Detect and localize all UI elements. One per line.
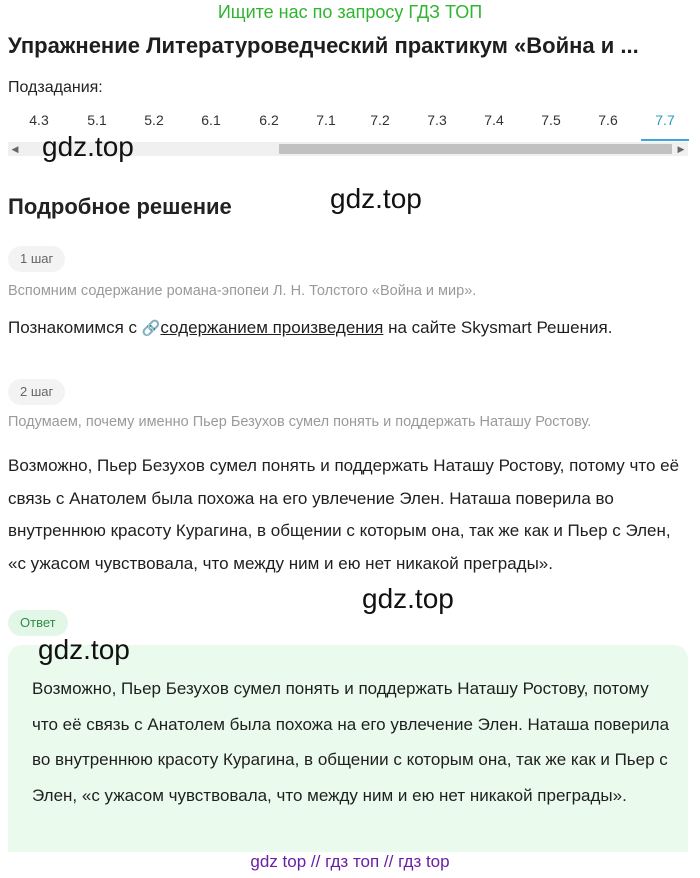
answer-badge: Ответ <box>8 610 68 636</box>
tab-5-2[interactable]: 5.2 <box>144 112 164 128</box>
section-heading: Подробное решение <box>8 194 232 219</box>
active-tab-indicator <box>641 139 689 141</box>
tab-6-1[interactable]: 6.1 <box>201 112 221 128</box>
subtasks-label: Подзадания: <box>8 79 103 96</box>
tab-5-1[interactable]: 5.1 <box>87 112 107 128</box>
step-1-text-after: на сайте Skysmart Решения. <box>383 318 613 337</box>
tab-7-3[interactable]: 7.3 <box>427 112 447 128</box>
tab-7-2[interactable]: 7.2 <box>370 112 390 128</box>
tab-7-6[interactable]: 7.6 <box>598 112 618 128</box>
watermark: gdz.top <box>362 583 454 614</box>
promo-banner[interactable]: Ищите нас по запросу ГДЗ ТОП <box>217 2 483 22</box>
content-link[interactable]: содержанием произведения <box>160 318 384 337</box>
step-2-text: Возможно, Пьер Безухов сумел понять и поддержать Наташу Ростову, потому что её связь с Анатолем была похожа на его увлечение Элен. Наташа поверила во внутреннюю красоту Курагина, в общении с которым она, так же как и Пьер с Элен, «с ужасом чувствовала, что между ним и ею нет никакой преграды». <box>8 456 680 573</box>
step-1-text-before: Познакомимся с <box>8 318 142 337</box>
watermark: gdz.top <box>42 131 134 162</box>
step-2-badge: 2 шаг <box>8 379 65 405</box>
scroll-thumb[interactable] <box>279 144 672 154</box>
step-1-badge: 1 шаг <box>8 246 65 272</box>
step-1-hint: Вспомним содержание романа-эпопеи Л. Н. Толстого «Война и мир». <box>8 283 477 299</box>
scroll-left-icon[interactable]: ◀ <box>11 144 19 154</box>
footer-links[interactable]: gdz top // гдз топ // гдз top <box>250 852 450 871</box>
page-title: Упражнение Литературоведческий практикум «Война и ... <box>8 33 639 58</box>
tab-7-4[interactable]: 7.4 <box>484 112 504 128</box>
watermark: gdz.top <box>38 634 130 665</box>
step-1-text <box>8 318 692 338</box>
scroll-right-icon[interactable]: ▶ <box>677 144 685 154</box>
answer-text: Возможно, Пьер Безухов сумел понять и поддержать Наташу Ростову, потому что её связь с Анатолем была похожа на его увлечение Элен. Наташа поверила во внутреннюю красоту Курагина, в общении с которым она, так же как и Пьер с Элен, «с ужасом чувствовала, что между ним и ею нет никакой преграды». <box>32 679 670 805</box>
tab-6-2[interactable]: 6.2 <box>259 112 279 128</box>
tab-7-7[interactable]: 7.7 <box>655 112 675 128</box>
tab-7-1[interactable]: 7.1 <box>316 112 336 128</box>
step-2-hint: Подумаем, почему именно Пьер Безухов сумел понять и поддержать Наташу Ростову. <box>8 414 592 430</box>
watermark: gdz.top <box>330 183 422 214</box>
tab-7-5[interactable]: 7.5 <box>541 112 561 128</box>
tab-4-3[interactable]: 4.3 <box>29 112 49 128</box>
link-icon: 🔗 <box>141 320 161 337</box>
